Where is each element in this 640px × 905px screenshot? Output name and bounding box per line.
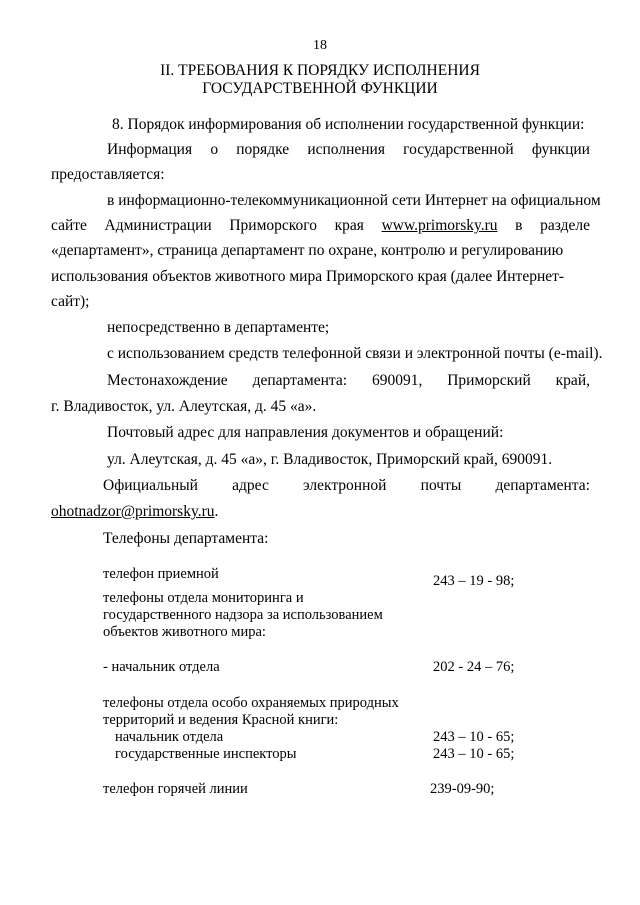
website-link[interactable]: www.primorsky.ru — [381, 217, 498, 234]
postal-value: ул. Алеутская, д. 45 «а», г. Владивосток, Приморский край, 690091. — [107, 451, 553, 468]
page-number: 18 — [313, 38, 327, 53]
reception-label: телефон приемной — [103, 566, 219, 582]
intro-word: функции — [531, 141, 590, 158]
location-continuation: г. Владивосток, ул. Алеутская, д. 45 «а». — [51, 398, 317, 415]
reception-value: 243 – 19 - 98; — [433, 573, 515, 589]
hotline-value: 239-09-90; — [430, 781, 495, 797]
internet-line3: «департамент», страница департамент по охране, контролю и регулированию — [51, 242, 564, 259]
chief-label: начальник отдела — [115, 729, 224, 745]
hotline-label: телефон горячей линии — [103, 781, 248, 797]
phone-email-line: с использованием средств телефонной связи и электронной почты (e-mail). — [107, 345, 603, 362]
monitoring-line2: государственного надзора за использованием — [103, 607, 383, 623]
internet-word: края — [334, 217, 364, 234]
internet-line5: сайт); — [51, 293, 90, 310]
intro-word: о — [210, 141, 219, 158]
phones-title: Телефоны департамента: — [103, 530, 269, 547]
intro-word: порядке — [236, 141, 290, 158]
email-word: электронной — [303, 477, 387, 494]
intro-word: государственной — [403, 141, 514, 158]
intro-continuation: предоставляется: — [51, 166, 165, 183]
section-heading-line2: ГОСУДАРСТВЕННОЙ ФУНКЦИИ — [202, 80, 438, 97]
direct-line: непосредственно в департаменте; — [107, 319, 330, 336]
protected-line2: территорий и ведения Красной книги: — [103, 712, 339, 728]
email-word: почты — [420, 477, 462, 494]
internet-word: сайте — [51, 217, 87, 234]
location-word: департамента: — [252, 372, 348, 389]
internet-word: Администрации — [104, 217, 212, 234]
subsection-title: 8. Порядок информирования об исполнении государственной функции: — [112, 116, 585, 133]
email-address-line — [51, 503, 218, 521]
intro-word: исполнения — [307, 141, 385, 158]
internet-line1: в информационно-телекоммуникационной сети Интернет на официальном — [107, 192, 601, 209]
internet-word: Приморского — [229, 217, 317, 234]
location-word: 690091, — [371, 372, 423, 389]
internet-line2 — [51, 217, 590, 235]
internet-line4: использования объектов животного мира Приморского края (далее Интернет- — [51, 268, 565, 285]
location-line — [107, 372, 590, 390]
email-dot: . — [214, 503, 219, 520]
inspectors-label: государственные инспекторы — [115, 746, 297, 762]
protected-line1: телефоны отдела особо охраняемых природных — [103, 695, 399, 711]
email-word: адрес — [232, 477, 269, 494]
head-value: 202 - 24 – 76; — [433, 659, 515, 675]
section-heading-line1: II. ТРЕБОВАНИЯ К ПОРЯДКУ ИСПОЛНЕНИЯ — [160, 62, 480, 79]
intro-line — [107, 141, 590, 159]
head-label: - начальник отдела — [103, 659, 220, 675]
email-word: департамента: — [495, 477, 590, 494]
email-link[interactable]: ohotnadzor@primorsky.ru — [51, 503, 215, 520]
email-word: Официальный — [103, 477, 198, 494]
location-word: край, — [555, 372, 590, 389]
email-line — [103, 477, 590, 495]
intro-word: Информация — [107, 141, 193, 158]
internet-word: в — [515, 217, 523, 234]
location-word: Местонахождение — [107, 372, 228, 389]
internet-word: разделе — [540, 217, 590, 234]
chief-value: 243 – 10 - 65; — [433, 729, 515, 745]
postal-label: Почтовый адрес для направления документов и обращений: — [107, 424, 504, 441]
inspectors-value: 243 – 10 - 65; — [433, 746, 515, 762]
monitoring-line1: телефоны отдела мониторинга и — [103, 590, 304, 606]
location-word: Приморский — [447, 372, 531, 389]
monitoring-line3: объектов животного мира: — [103, 624, 266, 640]
